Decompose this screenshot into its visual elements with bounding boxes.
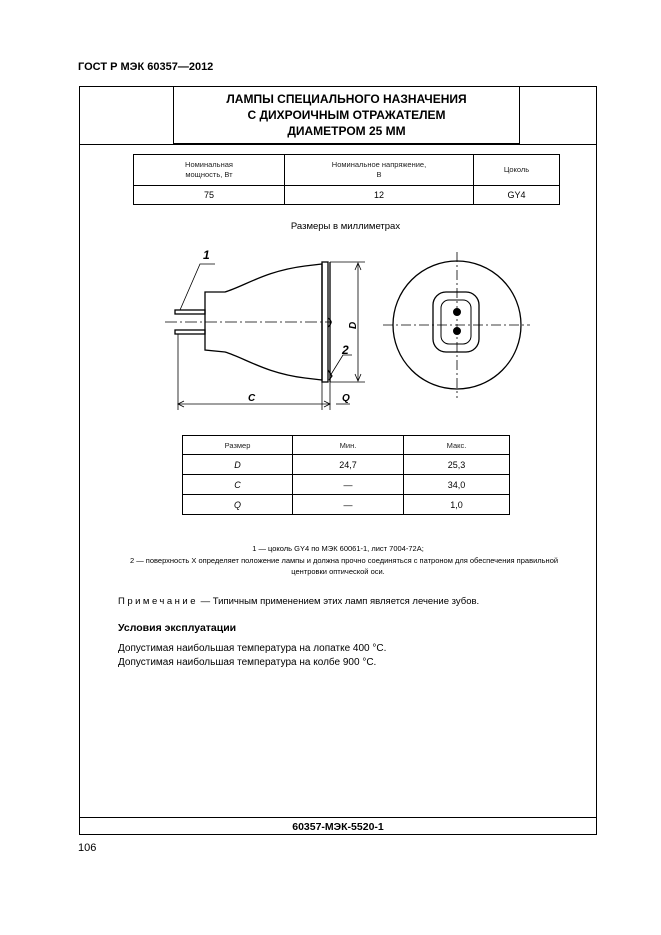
note-text: — Типичным применением этих ламп является лечение зубов. xyxy=(198,596,480,607)
dimension-lines xyxy=(178,262,365,410)
dimension-header-row xyxy=(183,436,510,455)
table-row xyxy=(183,495,510,515)
title-box xyxy=(173,86,520,144)
value-power: 75 xyxy=(134,186,285,205)
header-min: Мин. xyxy=(293,436,404,455)
dimensions-caption: Размеры в миллиметрах xyxy=(290,221,401,232)
footer-divider xyxy=(79,817,597,818)
dim-name: C xyxy=(183,475,293,495)
document-code: ГОСТ Р МЭК 60357—2012 xyxy=(78,61,214,73)
value-cap: GY4 xyxy=(474,186,560,205)
dimension-table xyxy=(182,435,510,515)
footnote-2-line-1: 2 — поверхность X определяет положение лампы и должна прочно соединяться с патроном для обеспечения правильной xyxy=(129,556,559,565)
ratings-header-row xyxy=(134,155,560,186)
value-voltage: 12 xyxy=(285,186,474,205)
dim-min: 24,7 xyxy=(293,455,404,475)
title-line-2: С ДИХРОИЧНЫМ ОТРАЖАТЕЛЕМ xyxy=(247,108,446,122)
title-line-3: ДИАМЕТРОМ 25 ММ xyxy=(287,124,406,138)
dim-max: 34,0 xyxy=(404,475,510,495)
dim-min: — xyxy=(293,475,404,495)
conditions-title: Условия эксплуатации xyxy=(118,622,237,634)
condition-line-2: Допустимая наибольшая температура на колбе 900 °С. xyxy=(118,657,377,668)
label-Q: Q xyxy=(342,393,350,404)
page-number: 106 xyxy=(78,842,97,854)
footnote-2-line-2: центровки оптической оси. xyxy=(291,567,385,576)
dim-max: 25,3 xyxy=(404,455,510,475)
lamp-side-view xyxy=(165,262,332,382)
callout-1: 1 xyxy=(203,248,210,262)
title-divider xyxy=(79,144,597,145)
table-row xyxy=(183,475,510,495)
lamp-front-view xyxy=(383,252,530,398)
ratings-table xyxy=(133,154,560,205)
table-row xyxy=(183,455,510,475)
title-line-1: ЛАМПЫ СПЕЦИАЛЬНОГО НАЗНАЧЕНИЯ xyxy=(226,92,467,106)
condition-line-1: Допустимая наибольшая температура на лопатке 400 °С. xyxy=(118,643,387,654)
label-C: C xyxy=(248,393,256,404)
callout-2: 2 xyxy=(342,343,349,357)
note-label: Примечание xyxy=(118,596,198,607)
header-voltage: Номинальное напряжение, В xyxy=(285,155,474,186)
lamp-drawing xyxy=(160,240,535,415)
header-cap: Цоколь xyxy=(474,155,560,186)
header-max: Макс. xyxy=(404,436,510,455)
label-D: D xyxy=(348,321,359,329)
dim-name: D xyxy=(183,455,293,475)
ratings-value-row xyxy=(134,186,560,205)
note xyxy=(118,596,479,607)
header-size: Размер xyxy=(183,436,293,455)
dim-min: — xyxy=(293,495,404,515)
sheet-code: 60357-МЭК-5520-1 xyxy=(292,821,384,833)
dim-name: Q xyxy=(183,495,293,515)
footnote-1: 1 — цоколь GY4 по МЭК 60061-1, лист 7004-72A; xyxy=(252,544,424,553)
dim-max: 1,0 xyxy=(404,495,510,515)
header-power: Номинальная мощность, Вт xyxy=(134,155,285,186)
